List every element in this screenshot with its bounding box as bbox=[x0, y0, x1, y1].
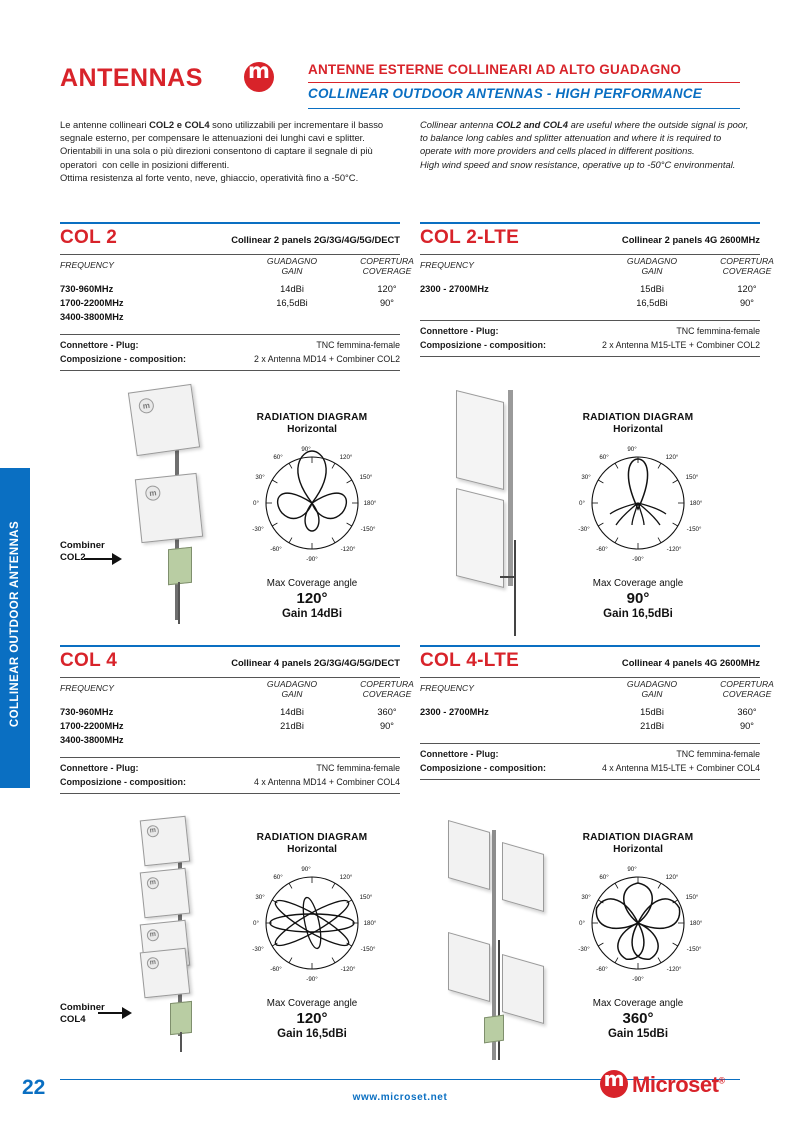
svg-text:30°: 30° bbox=[255, 474, 265, 481]
illustration-col2-lte bbox=[430, 390, 560, 640]
polar-plot bbox=[548, 859, 728, 991]
diagram-caption: Max Coverage angle bbox=[592, 578, 684, 589]
col-header-gain-it: GUADAGNO bbox=[266, 256, 318, 266]
intro-text-italian: Le antenne collineari COL2 e COL4 sono utilizzabili per incrementare il basso segnale esterno, per compensare le attenuazioni dei lunghi cavi e splitter. Orientabili in una sola o più direzioni consentono di captare il segnale di più operatori con celle in posizioni differenti. Ottima resistenza al forte vento, neve, ghiaccio, operatività fino a -50°C. bbox=[60, 119, 384, 183]
col-header-gain bbox=[616, 679, 688, 699]
col-header-frequency: FREQUENCY bbox=[60, 260, 114, 270]
block-rule bbox=[420, 743, 760, 744]
svg-text:0°: 0° bbox=[579, 500, 585, 507]
block-rule bbox=[420, 254, 760, 255]
table-row bbox=[60, 735, 400, 749]
col-header-gain-it: GUADAGNO bbox=[626, 256, 678, 266]
svg-text:-30°: -30° bbox=[252, 526, 264, 533]
radiation-diagram-col2 bbox=[222, 412, 402, 620]
table-row bbox=[60, 312, 400, 326]
plug-label: Connettore - Plug: bbox=[60, 763, 139, 773]
col-header-coverage-en: COVERAGE bbox=[362, 689, 412, 699]
cell-gain: 15dBi bbox=[640, 284, 664, 294]
svg-text:0°: 0° bbox=[253, 500, 259, 507]
cell-coverage: 90° bbox=[379, 298, 395, 308]
svg-text:60°: 60° bbox=[273, 454, 283, 461]
plug-value: TNC femmina-female bbox=[676, 326, 760, 336]
block-rule bbox=[420, 779, 760, 780]
panel-logo-icon: m bbox=[146, 825, 159, 838]
microset-m-icon bbox=[600, 1070, 628, 1098]
diagram-title: RADIATION DIAGRAM bbox=[256, 412, 368, 423]
radiation-diagram-col4 bbox=[222, 832, 402, 1040]
svg-text:30°: 30° bbox=[581, 474, 591, 481]
block-rule bbox=[60, 645, 400, 647]
diagram-caption: Max Coverage angle bbox=[266, 998, 358, 1009]
diagram-gain: Gain 14dBi bbox=[281, 608, 343, 620]
svg-text:90°: 90° bbox=[627, 446, 637, 453]
block-rule bbox=[60, 334, 400, 335]
product-subtitle: Collinear 2 panels 4G 2600MHz bbox=[621, 234, 760, 245]
svg-text:60°: 60° bbox=[599, 874, 609, 881]
col-header-coverage-it: COPERTURA bbox=[360, 679, 414, 689]
cell-frequency: 730-960MHz bbox=[60, 707, 114, 717]
col-header-coverage bbox=[350, 679, 424, 699]
diagram-title: RADIATION DIAGRAM bbox=[582, 412, 694, 423]
product-name: COL 2-LTE bbox=[420, 227, 520, 248]
cell-gain: 14dBi bbox=[280, 284, 304, 294]
svg-text:150°: 150° bbox=[359, 894, 373, 901]
svg-text:-30°: -30° bbox=[578, 946, 590, 953]
radiation-diagram-col2-lte bbox=[548, 412, 728, 620]
svg-text:-150°: -150° bbox=[360, 946, 376, 953]
plug-value: TNC femmina-female bbox=[676, 749, 760, 759]
svg-text:60°: 60° bbox=[273, 874, 283, 881]
block-rule bbox=[60, 254, 400, 255]
page-number: 22 bbox=[22, 1076, 46, 1099]
svg-text:180°: 180° bbox=[363, 500, 377, 507]
composition-label: Composizione - composition: bbox=[420, 763, 546, 773]
svg-text:-60°: -60° bbox=[270, 966, 282, 973]
diagram-angle: 90° bbox=[626, 590, 650, 607]
plug-row bbox=[420, 326, 760, 336]
combiner-box bbox=[170, 1001, 192, 1035]
col-header-gain-en: GAIN bbox=[641, 689, 663, 699]
side-tab-label: COLLINEAR OUTDOOR ANTENNAS bbox=[9, 520, 21, 728]
block-rule bbox=[60, 222, 400, 224]
block-rule bbox=[60, 757, 400, 758]
cell-frequency: 730-960MHz bbox=[60, 284, 114, 294]
table-row bbox=[420, 707, 760, 721]
cell-frequency: 2300 - 2700MHz bbox=[420, 707, 489, 717]
illustration-col2 bbox=[110, 388, 230, 628]
product-subtitle: Collinear 2 panels 2G/3G/4G/5G/DECT bbox=[231, 234, 400, 245]
header-rule-top bbox=[308, 82, 740, 83]
col-header-gain bbox=[256, 256, 328, 276]
col-header-frequency: FREQUENCY bbox=[420, 260, 474, 270]
svg-text:-150°: -150° bbox=[360, 526, 376, 533]
svg-text:-60°: -60° bbox=[270, 546, 282, 553]
diagram-gain: Gain 16,5dBi bbox=[277, 1028, 347, 1040]
svg-text:90°: 90° bbox=[627, 866, 637, 873]
table-row bbox=[60, 284, 400, 298]
svg-text:-150°: -150° bbox=[686, 946, 702, 953]
svg-text:30°: 30° bbox=[581, 894, 591, 901]
col-header-gain-en: GAIN bbox=[641, 266, 663, 276]
svg-text:60°: 60° bbox=[599, 454, 609, 461]
svg-text:-120°: -120° bbox=[666, 546, 682, 553]
col-header-gain-en: GAIN bbox=[281, 689, 303, 699]
polar-plot bbox=[548, 439, 728, 571]
diagram-caption: Max Coverage angle bbox=[592, 998, 684, 1009]
col-header-gain bbox=[256, 679, 328, 699]
svg-text:120°: 120° bbox=[339, 454, 353, 461]
spec-table bbox=[60, 707, 400, 749]
panel-logo-icon: m bbox=[146, 957, 159, 970]
intro-text-english: Collinear antenna COL2 and COL4 are useful where the outside signal is poor, to balance long cables and splitter attenuation and where it is required to operate with more providers and cells placed in different positions. High wind speed and snow resistance, operative up to -50°C environmental. bbox=[420, 119, 749, 170]
combiner-label-col4: Combiner COL4 bbox=[60, 1002, 105, 1025]
col-header-gain-it: GUADAGNO bbox=[626, 679, 678, 689]
diagram-angle: 120° bbox=[296, 1010, 328, 1027]
svg-text:150°: 150° bbox=[685, 894, 699, 901]
svg-text:-90°: -90° bbox=[632, 976, 644, 983]
cell-gain: 21dBi bbox=[280, 721, 304, 731]
diagram-angle: 120° bbox=[296, 590, 328, 607]
diagram-subtitle: Horizontal bbox=[287, 424, 337, 435]
svg-text:180°: 180° bbox=[363, 920, 377, 927]
table-row bbox=[420, 284, 760, 298]
cell-coverage: 120° bbox=[377, 284, 397, 294]
svg-text:120°: 120° bbox=[665, 874, 679, 881]
composition-label: Composizione - composition: bbox=[60, 777, 186, 787]
table-row bbox=[420, 721, 760, 735]
plug-row bbox=[60, 763, 400, 773]
spec-table bbox=[60, 284, 400, 326]
radiation-diagram-col4-lte bbox=[548, 832, 728, 1040]
table-row bbox=[60, 721, 400, 735]
block-rule bbox=[420, 222, 760, 224]
diagram-gain: Gain 16,5dBi bbox=[603, 608, 673, 620]
product-name: COL 2 bbox=[60, 227, 118, 248]
plug-label: Connettore - Plug: bbox=[420, 326, 499, 336]
footer-logo bbox=[600, 1068, 750, 1102]
composition-row bbox=[420, 763, 760, 773]
table-row bbox=[420, 298, 760, 312]
polar-plot bbox=[222, 439, 402, 571]
table-row bbox=[60, 298, 400, 312]
composition-value: 4 x Antenna M15-LTE + Combiner COL4 bbox=[601, 763, 760, 773]
cell-coverage: 120° bbox=[737, 284, 757, 294]
svg-text:150°: 150° bbox=[685, 474, 699, 481]
svg-text:-30°: -30° bbox=[252, 946, 264, 953]
composition-label: Composizione - composition: bbox=[60, 354, 186, 364]
footer-url[interactable]: www.microset.net bbox=[352, 1092, 448, 1103]
header-subtitle-it: ANTENNE ESTERNE COLLINEARI AD ALTO GUADAGNO bbox=[308, 62, 682, 77]
side-tab bbox=[0, 468, 30, 788]
block-rule bbox=[420, 645, 760, 647]
panel-logo-icon: m bbox=[146, 929, 159, 942]
plug-row bbox=[420, 749, 760, 759]
composition-value: 2 x Antenna M15-LTE + Combiner COL2 bbox=[601, 340, 760, 350]
microset-m-icon bbox=[244, 62, 274, 92]
cell-coverage: 90° bbox=[739, 721, 755, 731]
col-header-coverage-en: COVERAGE bbox=[722, 689, 772, 699]
composition-label: Composizione - composition: bbox=[420, 340, 546, 350]
block-rule bbox=[420, 356, 760, 357]
plug-value: TNC femmina-female bbox=[316, 763, 400, 773]
cell-gain: 21dBi bbox=[640, 721, 664, 731]
col-header-coverage bbox=[710, 256, 784, 276]
page-title: ANTENNAS bbox=[60, 64, 203, 92]
diagram-subtitle: Horizontal bbox=[613, 844, 663, 855]
composition-value: 2 x Antenna MD14 + Combiner COL2 bbox=[254, 354, 400, 364]
cell-coverage: 360° bbox=[737, 707, 757, 717]
cell-gain: 14dBi bbox=[280, 707, 304, 717]
svg-text:30°: 30° bbox=[255, 894, 265, 901]
block-rule bbox=[60, 370, 400, 371]
diagram-caption: Max Coverage angle bbox=[266, 578, 358, 589]
page-header bbox=[60, 58, 740, 114]
svg-text:-60°: -60° bbox=[596, 966, 608, 973]
cell-frequency: 1700-2200MHz bbox=[60, 721, 124, 731]
cell-gain: 16,5dBi bbox=[636, 298, 668, 308]
cell-frequency: 2300 - 2700MHz bbox=[420, 284, 489, 294]
col-header-coverage-it: COPERTURA bbox=[720, 256, 774, 266]
header-subtitle-en: COLLINEAR OUTDOOR ANTENNAS - HIGH PERFORMANCE bbox=[308, 86, 702, 101]
diagram-angle: 360° bbox=[622, 1010, 654, 1027]
composition-row bbox=[60, 777, 400, 787]
cell-coverage: 90° bbox=[739, 298, 755, 308]
col-header-frequency: FREQUENCY bbox=[60, 683, 114, 693]
block-rule bbox=[60, 793, 400, 794]
cell-frequency: 3400-3800MHz bbox=[60, 312, 124, 322]
col-header-gain bbox=[616, 256, 688, 276]
svg-text:90°: 90° bbox=[301, 446, 311, 453]
cell-gain: 15dBi bbox=[640, 707, 664, 717]
col-header-coverage-it: COPERTURA bbox=[360, 256, 414, 266]
col-header-coverage bbox=[710, 679, 784, 699]
combiner-box bbox=[484, 1015, 504, 1044]
col-header-coverage-it: COPERTURA bbox=[720, 679, 774, 689]
col-header-gain-en: GAIN bbox=[281, 266, 303, 276]
composition-row bbox=[420, 340, 760, 350]
combiner-box bbox=[168, 547, 192, 586]
svg-text:-90°: -90° bbox=[306, 556, 318, 563]
plug-label: Connettore - Plug: bbox=[60, 340, 139, 350]
product-subtitle: Collinear 4 panels 2G/3G/4G/5G/DECT bbox=[231, 657, 400, 668]
col-header-frequency: FREQUENCY bbox=[420, 683, 474, 693]
composition-row bbox=[60, 354, 400, 364]
block-rule bbox=[60, 677, 400, 678]
svg-text:-60°: -60° bbox=[596, 546, 608, 553]
svg-text:-120°: -120° bbox=[666, 966, 682, 973]
svg-text:-150°: -150° bbox=[686, 526, 702, 533]
diagram-title: RADIATION DIAGRAM bbox=[582, 832, 694, 843]
combiner-label-col2: Combiner COL2 bbox=[60, 540, 105, 563]
spec-table bbox=[420, 284, 760, 312]
diagram-gain: Gain 15dBi bbox=[607, 1028, 669, 1040]
cell-frequency: 1700-2200MHz bbox=[60, 298, 124, 308]
plug-row bbox=[60, 340, 400, 350]
plug-value: TNC femmina-female bbox=[316, 340, 400, 350]
diagram-title: RADIATION DIAGRAM bbox=[256, 832, 368, 843]
panel-logo-icon: m bbox=[145, 485, 161, 501]
svg-text:0°: 0° bbox=[579, 920, 585, 927]
svg-text:-120°: -120° bbox=[340, 966, 356, 973]
block-rule bbox=[420, 677, 760, 678]
header-rule-bottom bbox=[308, 108, 740, 109]
block-rule bbox=[420, 320, 760, 321]
product-name: COL 4-LTE bbox=[420, 650, 520, 671]
svg-text:-30°: -30° bbox=[578, 526, 590, 533]
svg-text:120°: 120° bbox=[665, 454, 679, 461]
svg-text:180°: 180° bbox=[689, 500, 703, 507]
brand-name: Microset® bbox=[632, 1072, 725, 1097]
svg-text:120°: 120° bbox=[339, 874, 353, 881]
cell-coverage: 360° bbox=[377, 707, 397, 717]
svg-text:-120°: -120° bbox=[340, 546, 356, 553]
cell-coverage: 90° bbox=[379, 721, 395, 731]
plug-label: Connettore - Plug: bbox=[420, 749, 499, 759]
svg-text:-90°: -90° bbox=[632, 556, 644, 563]
col-header-coverage bbox=[350, 256, 424, 276]
svg-text:-90°: -90° bbox=[306, 976, 318, 983]
col-header-coverage-en: COVERAGE bbox=[362, 266, 412, 276]
svg-text:180°: 180° bbox=[689, 920, 703, 927]
col-header-gain-it: GUADAGNO bbox=[266, 679, 318, 689]
composition-value: 4 x Antenna MD14 + Combiner COL4 bbox=[254, 777, 400, 787]
table-row bbox=[60, 707, 400, 721]
col-header-coverage-en: COVERAGE bbox=[722, 266, 772, 276]
product-subtitle: Collinear 4 panels 4G 2600MHz bbox=[621, 657, 760, 668]
diagram-subtitle: Horizontal bbox=[613, 424, 663, 435]
svg-text:150°: 150° bbox=[359, 474, 373, 481]
panel-logo-icon: m bbox=[138, 397, 155, 414]
registered-mark: ® bbox=[718, 1075, 725, 1086]
panel-logo-icon: m bbox=[146, 877, 159, 890]
cell-frequency: 3400-3800MHz bbox=[60, 735, 124, 745]
polar-plot bbox=[222, 859, 402, 991]
svg-text:0°: 0° bbox=[253, 920, 259, 927]
product-name: COL 4 bbox=[60, 650, 118, 671]
spec-table bbox=[420, 707, 760, 735]
cell-gain: 16,5dBi bbox=[276, 298, 308, 308]
diagram-subtitle: Horizontal bbox=[287, 844, 337, 855]
svg-text:90°: 90° bbox=[301, 866, 311, 873]
